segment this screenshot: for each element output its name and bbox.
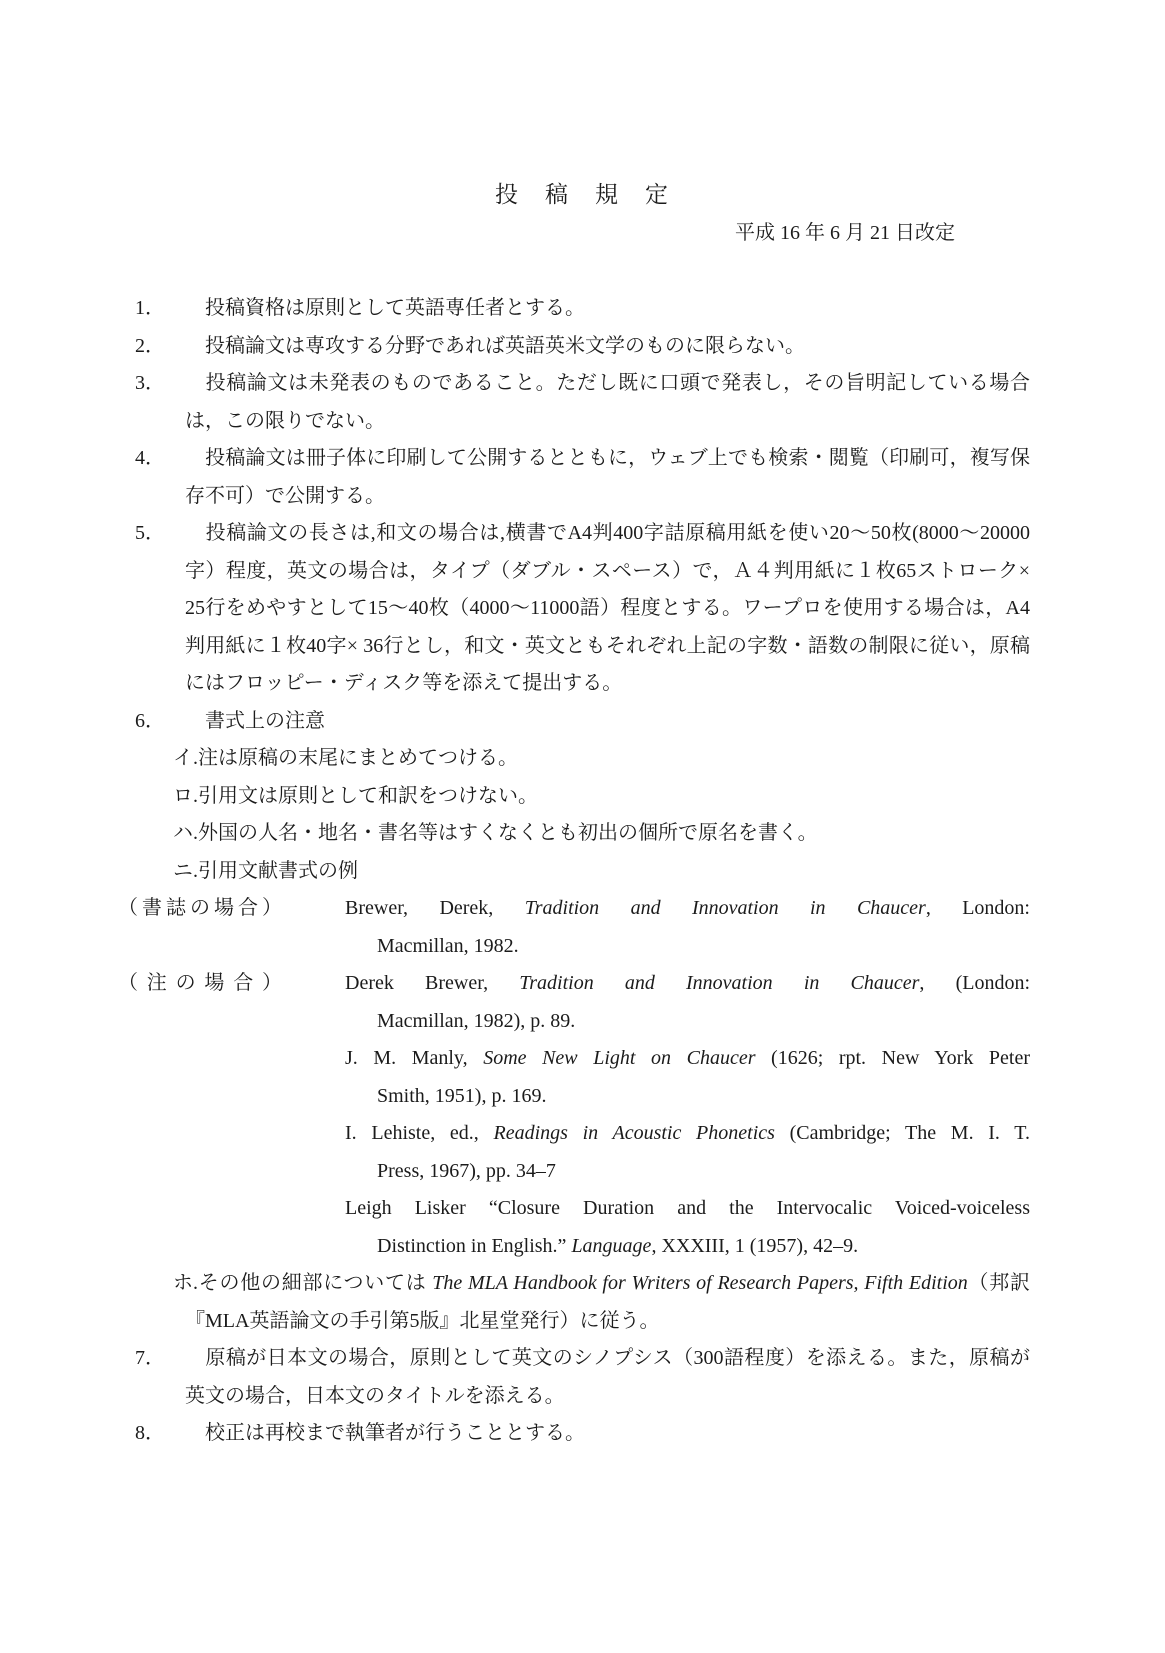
page-title: 投 稿 規 定 (495, 182, 670, 207)
citation-title-italic: Some New Light on Chaucer (483, 1047, 756, 1069)
citation-line (345, 1003, 1030, 1041)
rule-item (135, 328, 1030, 366)
citation-title-italic: Tradition and Innovation in Chaucer (519, 972, 920, 994)
text-segment: 引用文献書式の例 (198, 859, 358, 882)
text-segment: , (London: (919, 972, 1031, 994)
citation-line (345, 965, 1030, 1003)
rule-sub-item (135, 740, 1030, 778)
citation-row (118, 965, 1030, 1040)
item-text (198, 747, 518, 769)
text-segment: , London: (925, 897, 1030, 919)
citation-entry (345, 1115, 1030, 1190)
citation-title-italic: Readings in Acoustic Phonetics (493, 1122, 775, 1144)
item-number: 7． (135, 1347, 165, 1369)
item-text (185, 447, 1030, 507)
item-number: 5． (135, 522, 165, 544)
rule-item (135, 515, 1030, 703)
rule-item (135, 1415, 1030, 1453)
citation-entry (345, 890, 1030, 965)
item-number: ニ. (173, 859, 198, 882)
text-segment: Distinction in English.” (377, 1234, 572, 1257)
item-number: ロ. (173, 784, 198, 807)
text-segment: 書式上の注意 (205, 709, 325, 732)
item-number: 6． (135, 709, 165, 732)
text-segment: 外国の人名・地名・書名等はすくなくとも初出の個所で原名を書く。 (198, 822, 818, 844)
text-segment: 投稿論文は専攻する分野であれば英語英米文学のものに限らない。 (205, 334, 805, 357)
citation-line (345, 1115, 1030, 1153)
rule-item (135, 1340, 1030, 1415)
item-text (185, 1272, 1030, 1332)
citation-entry (345, 1040, 1030, 1115)
citation-label: （注の場合） (118, 972, 282, 994)
item-number: イ. (173, 747, 198, 769)
text-segment: 投稿論文は未発表のものであること。ただし既に口頭で発表し，その旨明記している場合は，この限りでない。 (185, 372, 1030, 432)
text-segment: (1626; rpt. New York Peter (755, 1047, 1030, 1069)
text-segment: 投稿資格は原則として英語専任者とする。 (205, 297, 585, 319)
text-segment: Press, 1967), pp. 34–7 (377, 1159, 556, 1182)
item-text (205, 710, 325, 732)
item-number: 1． (135, 297, 165, 319)
text-segment: Brewer, Derek, (345, 897, 525, 919)
rule-item (135, 365, 1030, 440)
citation-entry (345, 1190, 1030, 1265)
revision-date: 平成 16 年 6 月 21 日改定 (735, 222, 955, 244)
rule-item (135, 703, 1030, 741)
citation-line (345, 1040, 1030, 1078)
rule-item (135, 290, 1030, 328)
text-segment: I. Lehiste, ed., (345, 1122, 494, 1144)
item-number: ホ. (173, 1272, 198, 1294)
text-segment: 引用文は原則として和訳をつけない。 (198, 784, 538, 807)
text-segment: 注は原稿の末尾にまとめてつける。 (198, 747, 518, 769)
citation-title-italic: Language (571, 1234, 652, 1257)
citation-title-italic: Tradition and Innovation in Chaucer (524, 897, 926, 919)
rule-item (135, 440, 1030, 515)
citation-label (118, 1040, 345, 1115)
text-segment: J. M. Manly, (345, 1047, 484, 1069)
text-segment: Derek Brewer, (345, 972, 520, 994)
citation-line (345, 890, 1030, 928)
citation-line (345, 1078, 1030, 1116)
rule-sub-item (135, 853, 1030, 891)
text-segment: Macmillan, 1982. (377, 934, 519, 957)
citation-label: （書誌の場合） (118, 897, 282, 919)
citation-entry (345, 965, 1030, 1040)
rule-sub-item (135, 1265, 1030, 1340)
item-text (205, 297, 585, 319)
item-number: 2． (135, 334, 165, 357)
text-segment: , XXXIII, 1 (1957), 42–9. (651, 1234, 859, 1257)
spacer (135, 252, 1030, 290)
item-number: ハ. (173, 822, 198, 844)
citation-line (345, 1153, 1030, 1191)
item-text (185, 522, 1030, 694)
item-text (205, 335, 805, 357)
item-text (198, 860, 358, 882)
rules-list (118, 290, 1031, 1453)
text-segment: Leigh Lisker “Closure Duration and the Intervocalic Voiced-voiceless (345, 1197, 1030, 1219)
item-text (198, 785, 538, 807)
item-text (198, 822, 818, 844)
text-segment: 校正は再校まで執筆者が行うこととする。 (205, 1422, 585, 1444)
text-segment: Smith, 1951), p. 169. (377, 1084, 547, 1107)
text-segment: (Cambridge; The M. I. T. (774, 1122, 1030, 1144)
citation-label (118, 1115, 345, 1190)
text-segment: 原稿が日本文の場合，原則として英文のシノプシス（300語程度）を添える。また，原稿が英文の場合，日本文のタイトルを添える。 (185, 1347, 1030, 1407)
text-segment: 投稿論文の長さは,和文の場合は,横書でA4判400字詰原稿用紙を使い20～50枚(8000～20000字）程度，英文の場合は，タイプ（ダブル・スペース）で，Ａ４判用紙に１枚65ストローク× 25行をめやすとして15～40枚（4000～11000語）程度とする。ワープロを使用する場合は，A4判用紙に１枚40字× 36行とし，和文・英文ともそれぞれ上記の字数・語数の制限に従い，原稿にはフロッピー・ディスク等を添えて提出する。 (185, 522, 1030, 694)
rule-sub-item (135, 815, 1030, 853)
item-number: 3． (135, 372, 165, 394)
citation-line (345, 1228, 1030, 1266)
citation-row (118, 1040, 1030, 1115)
text-segment: Macmillan, 1982), p. 89. (377, 1009, 576, 1032)
citation-line (345, 1190, 1030, 1228)
citation-title-italic: The MLA Handbook for Writers of Research Papers, Fifth Edition (432, 1272, 968, 1294)
rule-sub-item (135, 778, 1030, 816)
item-text (185, 1347, 1030, 1407)
item-text (205, 1422, 585, 1444)
citation-row (118, 1115, 1030, 1190)
item-number: 8． (135, 1422, 165, 1444)
text-segment: 投稿論文は冊子体に印刷して公開するとともに，ウェブ上でも検索・閲覧（印刷可，複写保存不可）で公開する。 (185, 447, 1030, 507)
citation-line (345, 928, 1030, 966)
citation-row (118, 1190, 1030, 1265)
citation-label (118, 1190, 345, 1265)
item-number: 4． (135, 447, 165, 469)
citation-row (118, 890, 1030, 965)
item-text (185, 372, 1030, 432)
text-segment: （邦訳『MLA英語論文の手引第5版』北星堂発行）に従う。 (185, 1272, 1031, 1332)
text-segment: その他の細部については (198, 1272, 433, 1294)
